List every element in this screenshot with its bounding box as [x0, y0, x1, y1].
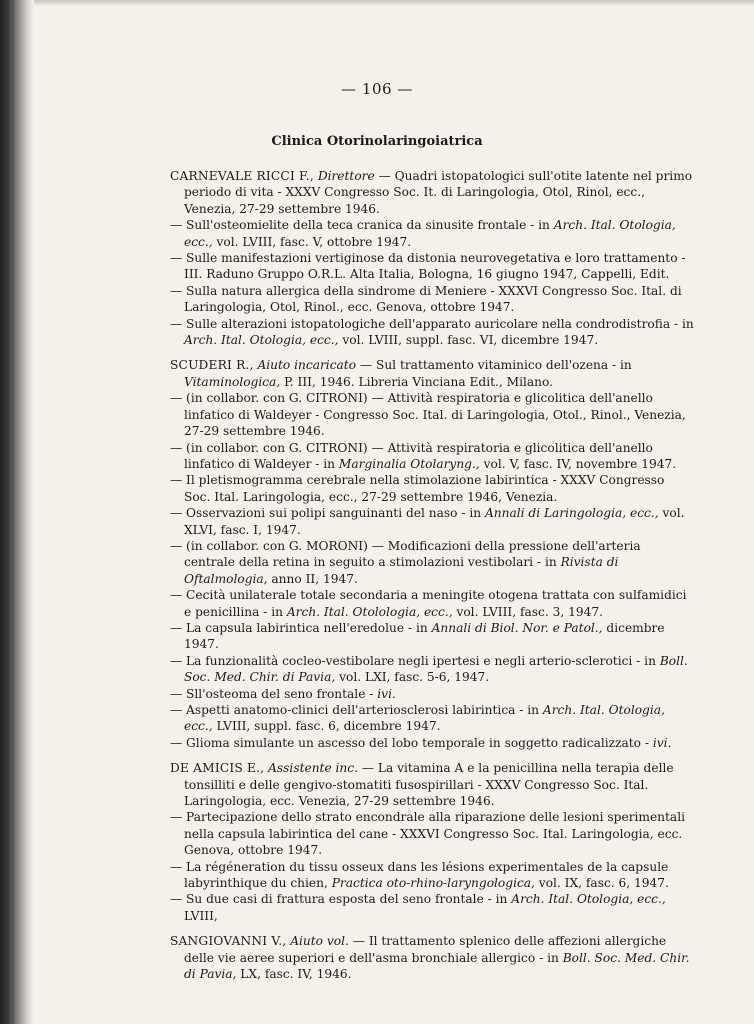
entry-text: — La capsula labirintica nell'eredolue - in [170, 620, 432, 635]
entry-text: — Sul trattamento vitaminico dell'ozena - in [359, 358, 632, 373]
section-heading: Clinica Otorinolaringoiatrica [271, 134, 483, 149]
publication-entry [170, 505, 694, 538]
entry-text: — (in collabor. con G. MORONI) — Modificazioni della pressione dell'arteria centrale della retina in seguito a stimolazioni vestibolari - in [170, 538, 641, 570]
entry-text: — Su due casi di frattura esposta del seno frontale - in [170, 892, 512, 907]
entry-text: — La funzionalità cocleo-vestibolare negli ipertesi e negli arterio-sclerotici - in [170, 653, 660, 668]
publication-list [170, 166, 694, 983]
entry-text: — (in collabor. con G. CITRONI) — Attività respiratoria e glicolitica dell'anello linfatico di Waldeyer - Congresso Soc. Ital. di Laringologia, Otol., Rinol., Venezia, 27-29 settembre 1946. [170, 391, 686, 439]
entry-text: — La régéneration du tissu osseux dans les lésions experimentales de la capsule labyrinthique du chien, [170, 859, 669, 891]
publication-entry [170, 316, 694, 349]
author-name: CARNEVALE RICCI F., [170, 169, 314, 183]
entry-text: — Il trattamento splenico delle affezioni allergiche delle vie aeree superiori e dell'asma bronchiale allergico - in [184, 934, 667, 965]
publication-entry [170, 283, 694, 316]
entry-citation: vol. IX, fasc. 6, 1947. [534, 876, 669, 891]
journal-title: Annali di Laringologia, ecc., [484, 506, 659, 521]
publication-entry [170, 217, 694, 250]
entry-citation: vol. XLVI, fasc. I, 1947. [184, 506, 685, 537]
entry-citation: P. III, 1946. Libreria Vinciana Edit., Milano. [280, 374, 554, 389]
entry-text: — Sll'osteoma del seno frontale - [170, 686, 378, 701]
publication-entry [170, 809, 694, 858]
entry-text: — Sulle alterazioni istopatologiche dell'apparato auricolare nella condrodistrofia - in [170, 316, 694, 331]
publication-entry [170, 760, 694, 809]
entry-text: — Il pletismogramma cerebrale nella stimolazione labirintica - XXXV Congresso Soc. Ital. Laringologia, ecc., 27-29 settembre 1946, Venezia. [170, 473, 665, 504]
publication-entry [170, 538, 694, 587]
entry-citation: vol. LVIII, fasc. 3, 1947. [452, 604, 603, 619]
author-name: SCUDERI R., [170, 358, 254, 373]
entry-text: — Quadri istopatologici sull'otite latente nel primo periodo di vita - XXXV Congresso Soc. It. di Laringologia, Otol, Rinol, ecc., Venezia, 27-29 settembre 1946. [184, 169, 693, 216]
journal-title: ivi. [377, 686, 396, 701]
publication-entry [170, 735, 694, 751]
publication-entry [170, 859, 694, 892]
journal-title: Rivista di Oftalmologia, [184, 555, 619, 586]
journal-title: Boll. Soc. Med. Chir. di Pavia, [184, 950, 690, 982]
journal-title: Arch. Ital. Otologia, ecc., [184, 703, 665, 734]
publication-entry [170, 891, 694, 924]
entry-citation: vol. V, fasc. IV, novembre 1947. [479, 456, 677, 471]
entry-citation: LVIII, [184, 908, 218, 923]
publication-entry [170, 587, 694, 620]
author-role: Assistente inc. [268, 761, 358, 776]
author-name: DE AMICIS E., [170, 761, 265, 776]
author-name: SANGIOVANNI V., [170, 934, 287, 949]
journal-title: Arch. Ital. Otologia, ecc., [184, 218, 676, 249]
entry-text: — La vitamina A e la penicillina nella terapia delle tonsilliti e delle gengivo-stomatiti fusospirillari - XXXV Congresso Soc. Ital. Laringologia, ecc. Venezia, 27-29 settembre 1946. [184, 761, 674, 809]
binding-edge [12, 0, 14, 1024]
publication-entry [170, 440, 694, 473]
entry-text: — (in collabor. con G. CITRONI) — Attività respiratoria e glicolitica dell'anello linfatico di Waldeyer - in [170, 440, 653, 471]
book-spine-shadow [0, 0, 34, 1024]
entry-citation: vol. LVIII, suppl. fasc. VI, dicembre 1947. [338, 333, 599, 348]
entry-text: — Sulle manifestazioni vertiginose da distonia neurovegetativa e loro trattamento - III. Raduno Gruppo O.R.L. Alta Italia, Bologna, 16 giugno 1947, Cappelli, Edit. [170, 251, 686, 282]
entry-citation: vol. LXI, fasc. 5-6, 1947. [335, 670, 490, 685]
page-number: — 106 — [341, 80, 413, 98]
publication-entry [170, 933, 694, 982]
publication-entry [170, 686, 694, 702]
entry-text: — Sull'osteomielite della teca cranica da sinusite frontale - in [170, 218, 554, 233]
author-role: Aiuto incaricato [257, 358, 357, 373]
publication-entry [170, 702, 694, 735]
journal-title: Arch. Ital. Otologia, ecc., [184, 333, 339, 348]
journal-title: Vitaminologica, [184, 374, 281, 389]
entry-text: — Aspetti anatomo-clinici dell'arteriosclerosi labirintica - in [170, 703, 543, 717]
entry-text: — Sulla natura allergica della sindrome di Meniere - XXXVI Congresso Soc. Ital. di Laringologia, Otol, Rinol., ecc. Genova, ottobre 1947. [170, 283, 682, 315]
journal-title: Boll. Soc. Med. Chir. di Pavia, [184, 653, 688, 685]
entry-citation: LVIII, suppl. fasc. 6, dicembre 1947. [212, 719, 441, 734]
publication-entry [170, 168, 694, 217]
author-role: Direttore [317, 169, 375, 183]
entry-citation: LX, fasc. IV, 1946. [236, 967, 352, 982]
entry-citation: vol. LVIII, fasc. V, ottobre 1947. [212, 234, 412, 249]
publication-entry [170, 357, 694, 390]
entry-citation: anno II, 1947. [267, 571, 358, 586]
entry-text: — Osservazioni sui polipi sanguinanti del naso - in [170, 506, 485, 521]
entry-text: — Partecipazione dello strato encondrale alla riparazione delle lesioni sperimentali nella capsula labirintica del cane - XXXVI Congresso Soc. Ital. Laringologia, ecc. Genova, ottobre 1947. [170, 810, 685, 858]
page-top-shadow [34, 0, 754, 6]
journal-title: Annali di Biol. Nor. e Patol., [431, 620, 603, 635]
author-role: Aiuto vol. [290, 934, 349, 949]
entry-text: — Cecità unilaterale totale secondaria a meningite otogena trattata con sulfamidici e penicillina - in [170, 588, 687, 619]
journal-title: ivi. [652, 735, 672, 750]
journal-title: Practica oto-rhino-laryngologica, [331, 876, 535, 891]
journal-title: Arch. Ital. Otologia, ecc., [511, 892, 666, 907]
publication-entry [170, 653, 694, 686]
entry-text: — Glioma simulante un ascesso del lobo temporale in soggetto radicalizzato - [170, 735, 653, 750]
publication-entry [170, 250, 694, 283]
publication-entry [170, 472, 694, 505]
journal-title: Marginalia Otolaryng., [338, 456, 480, 471]
publication-entry [170, 620, 694, 653]
publication-entry [170, 390, 694, 439]
entry-citation: dicembre 1947. [184, 620, 665, 652]
journal-title: Arch. Ital. Otolologia, ecc., [286, 604, 453, 619]
